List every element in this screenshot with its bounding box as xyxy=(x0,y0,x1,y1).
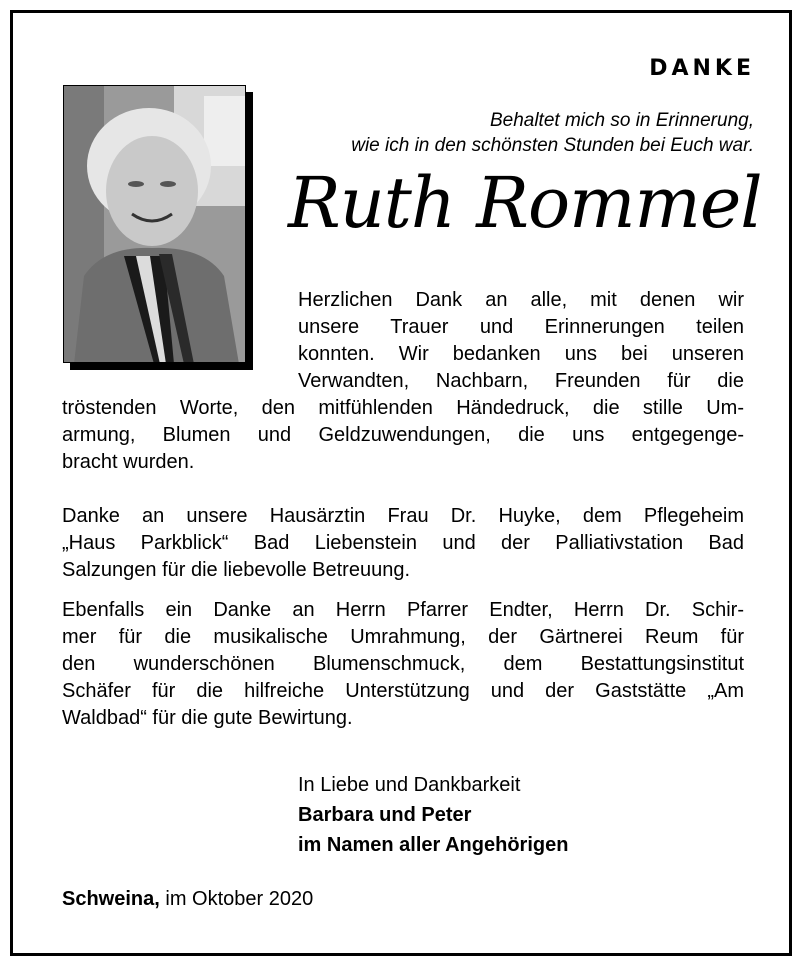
portrait-image xyxy=(64,86,246,363)
heading: DANKE xyxy=(649,56,755,81)
place-date xyxy=(62,888,313,911)
text-line: Salzungen für die liebevolle Betreuung. xyxy=(62,559,411,581)
paragraph-3 xyxy=(62,597,744,732)
text-line: unsere Trauer und Erinnerungen teilen xyxy=(298,316,744,338)
text-line: bracht wurden. xyxy=(62,451,195,473)
signature-block xyxy=(298,770,568,860)
text-line: armung, Blumen und Geldzuwendungen, die uns entgegenge- xyxy=(62,424,744,446)
text-line: Ebenfalls ein Danke an Herrn Pfarrer Endter, Herrn Dr. Schir- xyxy=(62,599,744,621)
text-line: Waldbad“ für die gute Bewirtung. xyxy=(62,707,353,729)
text-line: Verwandten, Nachbarn, Freunden für die xyxy=(298,370,744,392)
text-line: Herzlichen Dank an alle, mit denen wir xyxy=(298,289,744,311)
text-line: „Haus Parkblick“ Bad Liebenstein und der Palliativstation Bad xyxy=(62,532,744,554)
text-line: konnten. Wir bedanken uns bei unseren xyxy=(298,343,744,365)
place-month: im Oktober 2020 xyxy=(159,888,314,910)
deceased-name: Ruth Rommel xyxy=(288,162,762,244)
signature-family: im Namen aller Angehörigen xyxy=(298,834,569,856)
paragraph-2 xyxy=(62,503,744,584)
quote xyxy=(254,108,754,158)
signature-names: Barbara und Peter xyxy=(298,804,472,826)
paragraph-1-wrapped xyxy=(298,287,744,395)
quote-line-1: Behaltet mich so in Erinnerung, xyxy=(489,110,754,131)
place-town: Schweina, xyxy=(62,888,160,910)
text-line: den wunderschönen Blumenschmuck, dem Bestattungsinstitut xyxy=(62,653,744,675)
portrait-photo xyxy=(63,85,246,363)
text-line: Danke an unsere Hausärztin Frau Dr. Huyke, dem Pflegeheim xyxy=(62,505,744,527)
text-line: Schäfer für die hilfreiche Unterstützung und der Gaststätte „Am xyxy=(62,680,744,702)
paragraph-1-full xyxy=(62,395,744,476)
text-line: tröstenden Worte, den mitfühlenden Händedruck, die stille Um- xyxy=(62,397,744,419)
text-line: mer für die musikalische Umrahmung, der Gärtnerei Reum für xyxy=(62,626,744,648)
quote-line-2: wie ich in den schönsten Stunden bei Euch war. xyxy=(351,135,754,156)
signature-intro: In Liebe und Dankbarkeit xyxy=(298,774,521,796)
